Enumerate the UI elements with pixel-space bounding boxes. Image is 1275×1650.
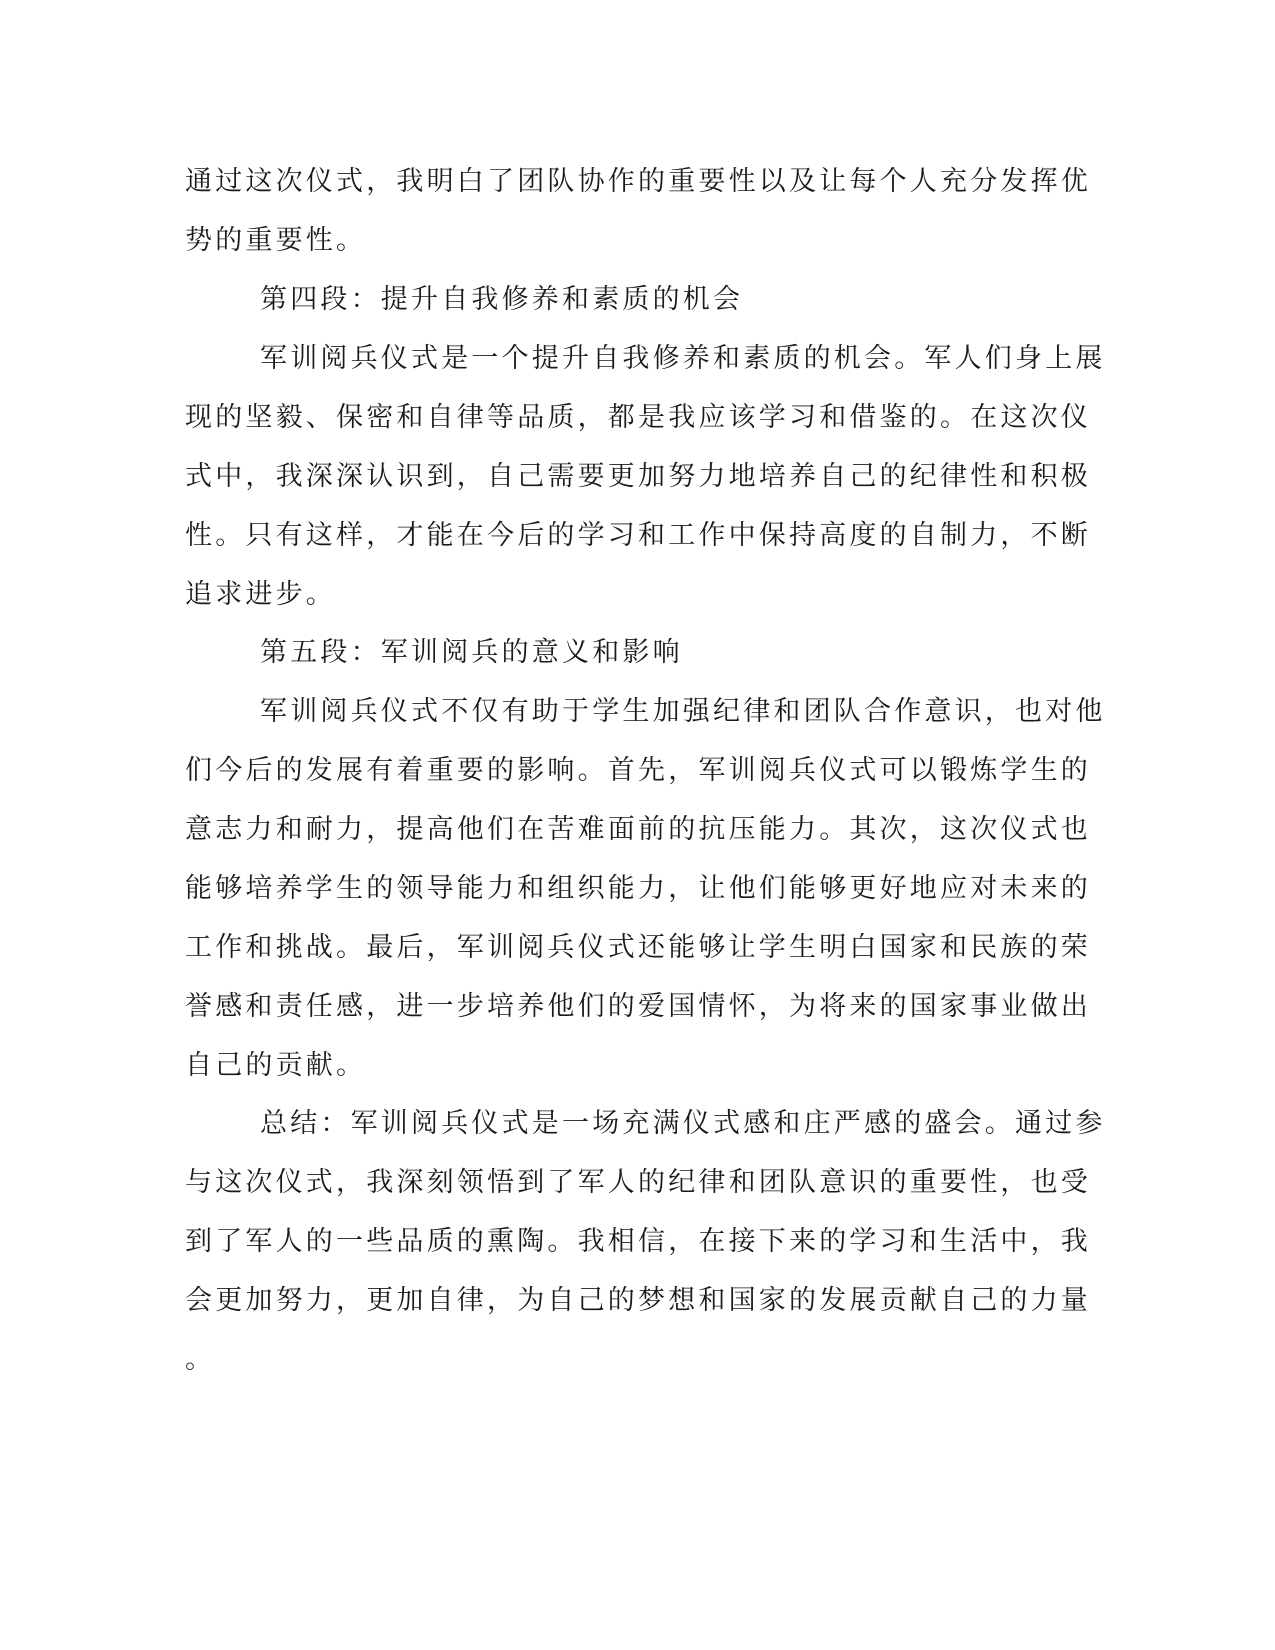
text-line: 。 <box>185 1344 216 1375</box>
text-line: 追求进步。 <box>185 579 336 610</box>
text-line: 自己的贡献。 <box>185 1050 367 1081</box>
text-line: 式中，我深深认识到，自己需要更加努力地培养自己的纪律性和积极 <box>185 461 1091 492</box>
text-line: 们今后的发展有着重要的影响。首先，军训阅兵仪式可以锻炼学生的 <box>185 755 1091 786</box>
text-line: 总结：军训阅兵仪式是一场充满仪式感和庄严感的盛会。通过参 <box>260 1108 1106 1139</box>
text-line: 能够培养学生的领导能力和组织能力，让他们能够更好地应对未来的 <box>185 873 1091 904</box>
section-heading: 第四段：提升自我修养和素质的机会 <box>260 284 744 315</box>
text-line: 势的重要性。 <box>185 225 367 256</box>
text-line: 会更加努力，更加自律，为自己的梦想和国家的发展贡献自己的力量 <box>185 1285 1091 1316</box>
text-line: 与这次仪式，我深刻领悟到了军人的纪律和团队意识的重要性，也受 <box>185 1167 1091 1198</box>
text-line: 誉感和责任感，进一步培养他们的爱国情怀，为将来的国家事业做出 <box>185 991 1091 1022</box>
text-line: 工作和挑战。最后，军训阅兵仪式还能够让学生明白国家和民族的荣 <box>185 932 1091 963</box>
text-line: 性。只有这样，才能在今后的学习和工作中保持高度的自制力，不断 <box>185 520 1091 551</box>
text-line: 通过这次仪式，我明白了团队协作的重要性以及让每个人充分发挥优 <box>185 166 1091 197</box>
section-heading: 第五段：军训阅兵的意义和影响 <box>260 637 683 668</box>
text-line: 军训阅兵仪式不仅有助于学生加强纪律和团队合作意识，也对他 <box>260 696 1106 727</box>
text-line: 军训阅兵仪式是一个提升自我修养和素质的机会。军人们身上展 <box>260 343 1106 374</box>
text-line: 意志力和耐力，提高他们在苦难面前的抗压能力。其次，这次仪式也 <box>185 814 1091 845</box>
text-line: 现的坚毅、保密和自律等品质，都是我应该学习和借鉴的。在这次仪 <box>185 402 1091 433</box>
text-line: 到了军人的一些品质的熏陶。我相信，在接下来的学习和生活中，我 <box>185 1226 1091 1257</box>
